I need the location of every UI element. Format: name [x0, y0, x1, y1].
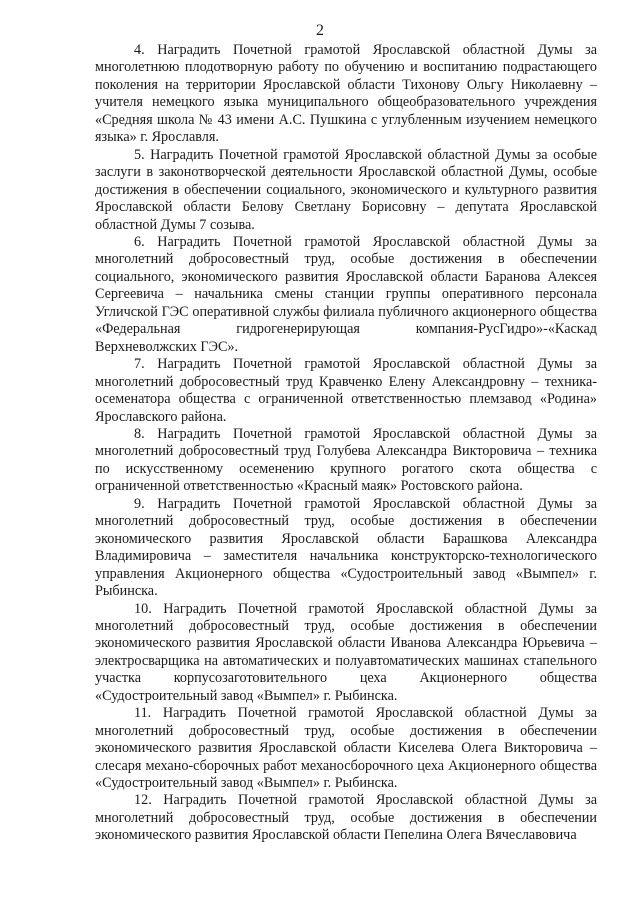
paragraph-12: 12. Наградить Почетной грамотой Ярославской областной Думы за многолетний добросовестный труд, особые достижения в обеспечении экономического развития Ярославской области Пепелина Олега Вячеславовича: [95, 792, 597, 844]
paragraph-6: 6. Наградить Почетной грамотой Ярославской областной Думы за многолетний добросовестный труд, особые достижения в обеспечении социального, экономического развития Ярославской области Баранова Алексея Сергеевича – начальника смены станции группы оперативного персонала Угличской ГЭС оперативной службы филиала публичного акционерного общества «Федеральная гидрогенерирующая компания-РусГидро»-«Каскад Верхневолжских ГЭС».: [95, 233, 597, 355]
paragraph-11: 11. Наградить Почетной грамотой Ярославской областной Думы за многолетний добросовестный труд, особые достижения в обеспечении экономического развития Ярославской области Киселева Олега Викторовича – слесаря механо-сборочных работ механосборочного цеха Акционерного общества «Судостроительный завод «Вымпел» г. Рыбинска.: [95, 705, 597, 792]
paragraph-4: 4. Наградить Почетной грамотой Ярославской областной Думы за многолетнюю плодотворную работу по обучению и воспитанию подрастающего поколения на территории Ярославской области Тихонову Ольгу Николаевну – учителя немецкого языка муниципального общеобразовательного учреждения «Средняя школа № 43 имени А.С. Пушкина с углубленным изучением немецкого языка» г. Ярославля.: [95, 42, 597, 146]
document-body: [95, 42, 597, 845]
page-number: 2: [316, 22, 324, 39]
paragraph-8: 8. Наградить Почетной грамотой Ярославской областной Думы за многолетний добросовестный труд Голубева Александра Викторовича – техника по искусственному осеменению крупного рогатого скота общества с ограниченной ответственностью «Красный маяк» Ростовского района.: [95, 425, 597, 495]
paragraph-5: 5. Наградить Почетной грамотой Ярославской областной Думы за особые заслуги в законотворческой деятельности Ярославской областной Думы, особые достижения в обеспечении социального, экономического и культурного развития Ярославской области Белову Светлану Борисовну – депутата Ярославской областной Думы 7 созыва.: [95, 146, 597, 233]
paragraph-7: 7. Наградить Почетной грамотой Ярославской областной Думы за многолетний добросовестный труд Кравченко Елену Александровну – техника-осеменатора общества с ограниченной ответственностью племзавод «Родина» Ярославского района.: [95, 356, 597, 425]
paragraph-9: 9. Наградить Почетной грамотой Ярославской областной Думы за многолетний добросовестный труд, особые достижения в обеспечении экономического развития Ярославской области Барашкова Александра Владимировича – заместителя начальника конструкторско-технологического управления Акционерного общества «Судостроительный завод «Вымпел» г. Рыбинска.: [95, 495, 597, 600]
paragraph-10: 10. Наградить Почетной грамотой Ярославской областной Думы за многолетний добросовестный труд, особые достижения в обеспечении экономического развития Ярославской области Иванова Александра Юрьевича – электросварщика на автоматических и полуавтоматических машинах стапельного участка корпусозаготовительного цеха Акционерного общества «Судостроительный завод «Вымпел» г. Рыбинска.: [95, 600, 597, 704]
